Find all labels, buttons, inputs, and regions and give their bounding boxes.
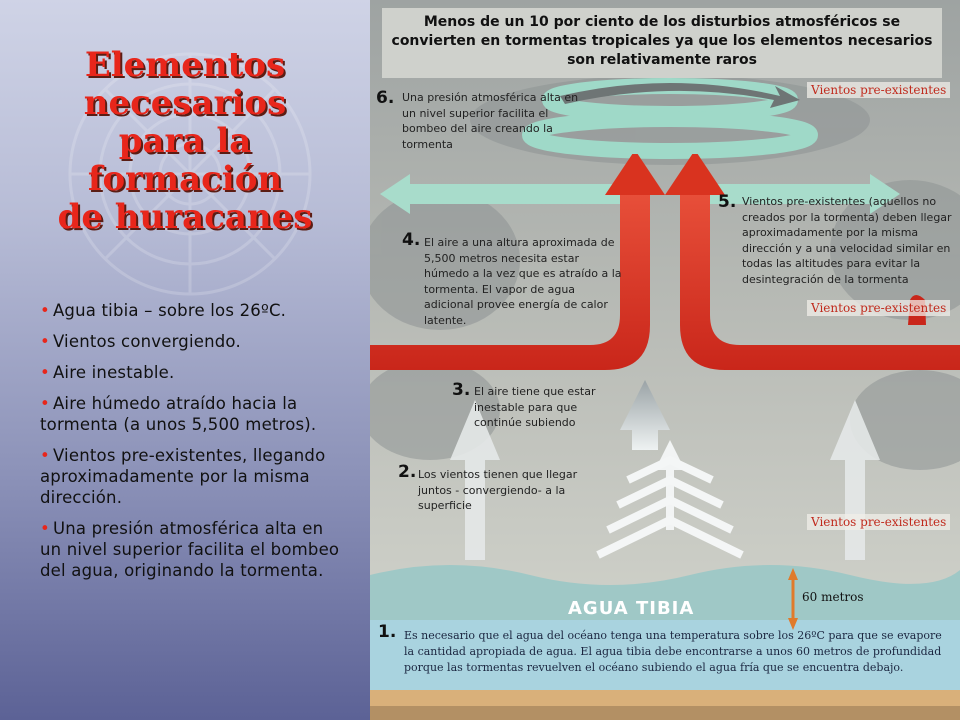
bullet-text: Una presión atmosférica alta en un nivel superior facilita el bombeo del agua, originando la tormenta. [40,519,340,580]
bullet-item [40,445,340,508]
title-line: de huracanes [57,197,313,237]
step-3-text: El aire tiene que estar inestable para que continúe subiendo [474,385,596,429]
title-line: Elementos [84,45,286,85]
step-6-text: Una presión atmosférica alta en un nivel superior facilita el bombeo del aire creando la tormenta [402,91,579,151]
step-2-text: Los vientos tienen que llegar juntos - convergiendo- a la superficie [418,468,578,512]
bullet-dot-icon: • [40,446,50,465]
bullet-text: Aire inestable. [52,363,175,382]
step-5-text: Vientos pre-existentes (aquellos no creados por la tormenta) deben llegar aproximadamente por la misma dirección y a una velocidad similar en todas las altitudes para evitar la desintegración de la tormenta [742,195,952,286]
bullet-item [40,331,340,352]
step-4-text: El aire a una altura aproximada de 5,500 metros necesita estar húmedo a la vez que es atraído a la tormenta. El vapor de agua adicional provee energía de calor latente. [424,236,622,327]
bullet-dot-icon: • [40,519,50,538]
bullet-text: Agua tibia – sobre los 26ºC. [52,301,287,320]
ocean-floor [370,706,960,720]
step-6-number: 6. [376,88,395,108]
step-1-number: 1. [378,622,397,642]
title-line: para la formación [87,121,283,199]
step-3-number: 3. [452,380,471,400]
step-4-number: 4. [402,230,421,250]
bullet-text: Vientos convergiendo. [52,332,241,351]
winds-label: Vientos pre-existentes [807,514,950,530]
depth-label: 60 metros [802,590,864,604]
title-line: necesarios [83,83,287,123]
step-5-number: 5. [718,192,737,212]
bullet-dot-icon: • [40,394,50,413]
bullet-text: Vientos pre-existentes, llegando aproximadamente por la misma dirección. [40,446,326,507]
bullet-dot-icon: • [40,301,50,320]
slide-left-panel [0,0,370,720]
bullet-item [40,362,340,383]
bullet-dot-icon: • [40,363,50,382]
winds-label: Vientos pre-existentes [807,300,950,316]
hurricane-diagram [370,0,960,720]
diagram-banner: Menos de un 10 por ciento de los disturbios atmosféricos se convierten en tormentas tropicales ya que los elementos necesarios son relativamente raros [382,8,942,78]
step-2-number: 2. [398,462,417,482]
winds-label: Vientos pre-existentes [807,82,950,98]
step-1-text: Es necesario que el agua del océano tenga una temperatura sobre los 26ºC para que se evapore la cantidad apropiada de agua. El agua tibia debe encontrarse a unos 60 metros de profundidad porque las tormentas revuelven el océano subiendo el agua fría que se encuentra debajo. [404,629,942,674]
warm-water-label: AGUA TIBIA [568,598,695,619]
slide-title [20,46,350,236]
bullet-item [40,300,340,321]
bullet-text: Aire húmedo atraído hacia la tormenta (a unos 5,500 metros). [40,394,317,434]
bullet-item [40,393,340,435]
bullet-item [40,518,340,581]
bullet-dot-icon: • [40,332,50,351]
bullet-list [40,300,340,591]
